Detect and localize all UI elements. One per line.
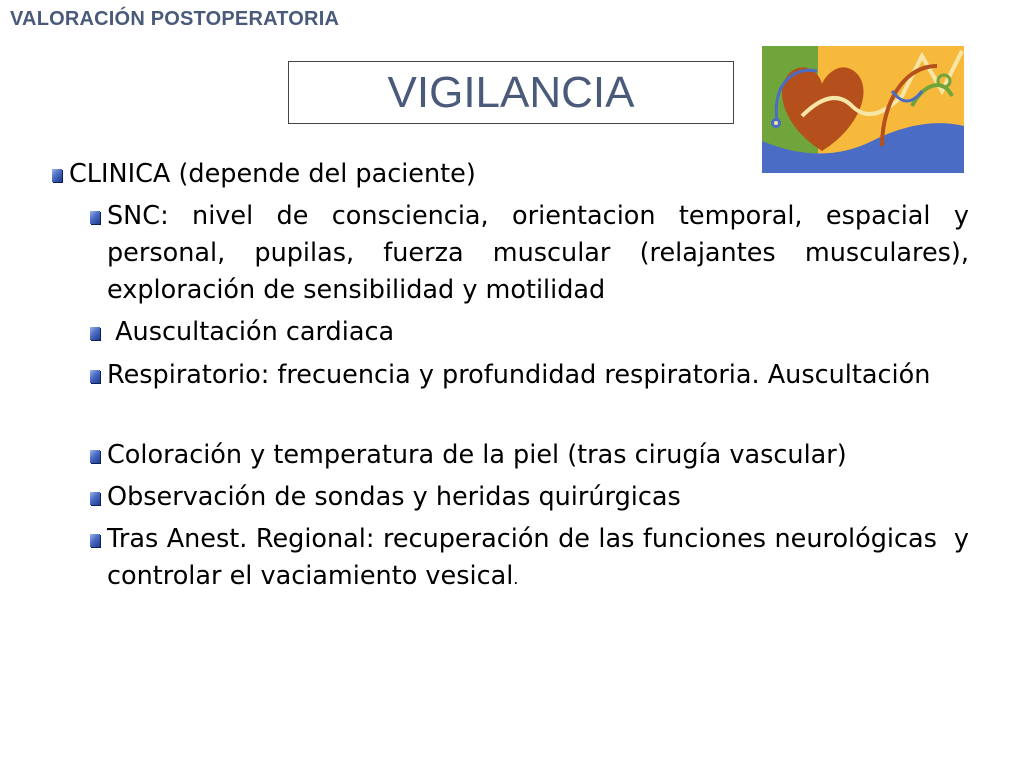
bullet-item-text: Auscultación cardiaca [107, 317, 395, 347]
bullet-square-icon [52, 169, 62, 182]
bullet-item-sondas [90, 479, 970, 516]
slide-title: VIGILANCIA [387, 67, 635, 117]
bullet-item-respiratorio [90, 357, 970, 394]
bullet-item-snc [90, 198, 970, 309]
bullet-item-text: Tras Anest. Regional: recuperación de las funciones neurológicas y controlar el vaciamiento vesical [107, 524, 978, 591]
bullet-square-icon [90, 327, 100, 340]
bullet-square-icon [90, 211, 100, 224]
bullet-item-coloracion [90, 437, 970, 474]
bullet-item-anestesia [90, 521, 978, 597]
bullet-item-tail: . [513, 569, 519, 588]
bullet-item-text: SNC: nivel de consciencia, orientacion temporal, espacial y personal, pupilas, fuerza muscular (relajantes musculares), exploración de sensibilidad y motilidad [107, 201, 969, 305]
bullet-item-text: Coloración y temperatura de la piel (tras cirugía vascular) [107, 440, 847, 470]
bullet-main-text: CLINICA (depende del paciente) [69, 159, 476, 189]
bullet-item-auscultacion [90, 314, 970, 351]
header-title: VALORACIÓN POSTOPERATORIA [10, 8, 340, 30]
bullet-main [52, 156, 476, 193]
bullet-square-icon [90, 450, 100, 463]
bullet-item-text-wrapper [107, 521, 978, 597]
bullet-square-icon [90, 370, 100, 383]
bullet-square-icon [90, 492, 100, 505]
bullet-square-icon [90, 534, 100, 547]
bullet-item-text: Respiratorio: frecuencia y profundidad respiratoria. Auscultación [107, 360, 931, 390]
bullet-item-text: Observación de sondas y heridas quirúrgicas [107, 482, 681, 512]
